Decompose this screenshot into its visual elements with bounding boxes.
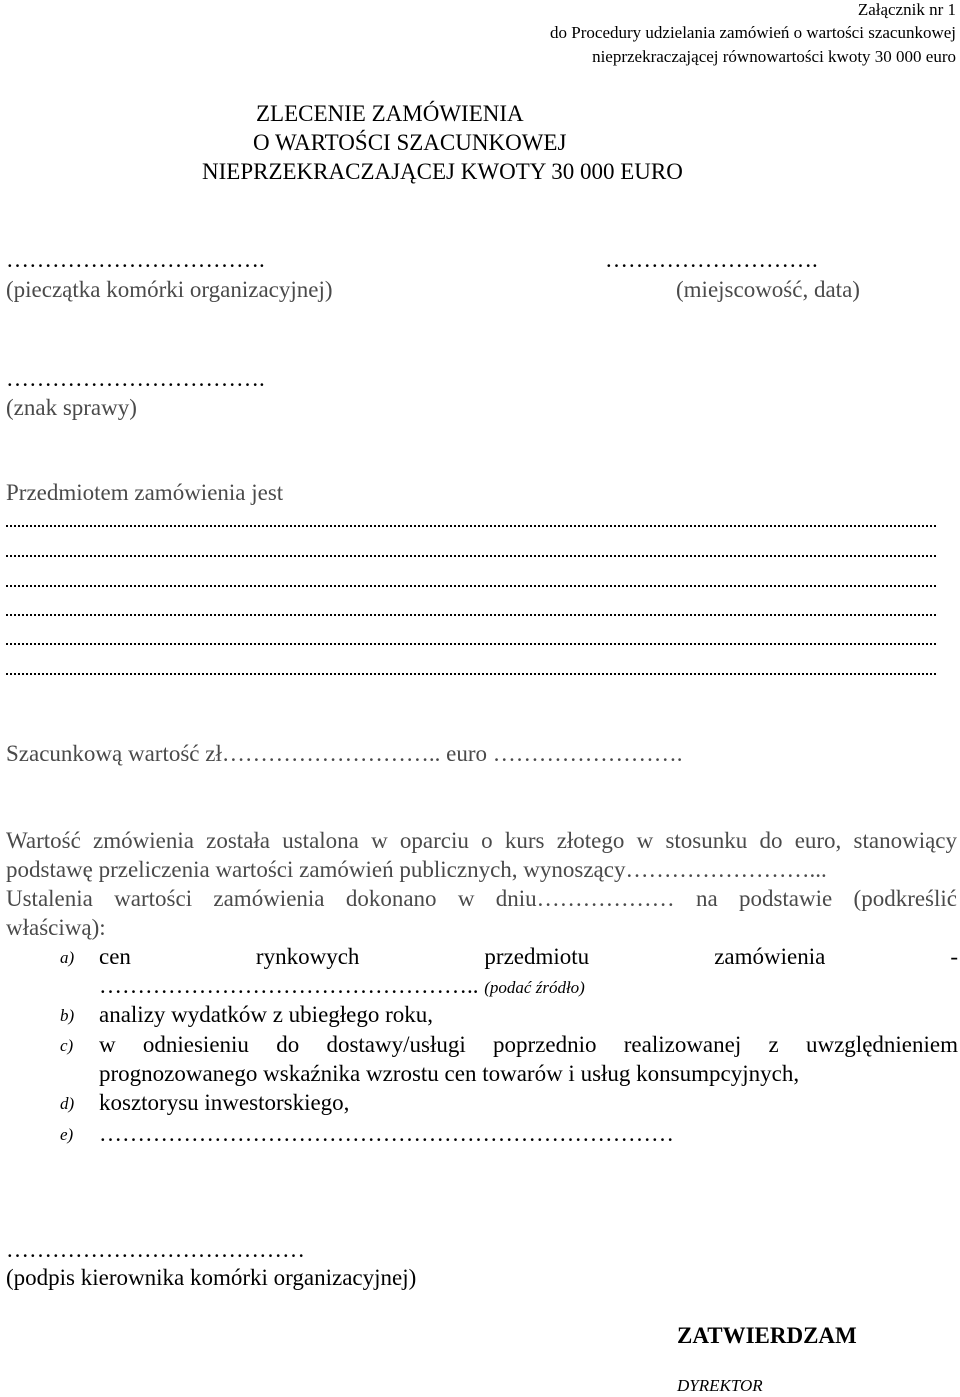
signature-dots: ………………………………… [6,1237,305,1262]
item-a-marker: a) [60,948,75,967]
subject-blank-line [6,553,936,557]
item-a-dots: ………………………………………….. [99,973,485,998]
subject-blank-line [6,612,936,616]
subject-blank-line [6,641,936,645]
exchange-line-2: podstawę przeliczenia wartości zamówień publicznych, wynoszący……………………... [6,857,827,882]
item-c-marker: c) [60,1036,74,1055]
subject-blank-line [6,583,936,587]
subject-blank-line [6,523,936,527]
annex-line-3: nieprzekraczającej równowartości kwoty 30 000 euro [592,47,956,66]
exchange-line-1: Wartość zmówienia została ustalona w oparciu o kurs złotego w stosunku do euro, stanowiący [6,828,957,853]
stamp-label: (pieczątka komórki organizacyjnej) [6,277,333,302]
item-a-text: cen rynkowych przedmiotu zamówienia - [99,944,958,969]
item-d-text: kosztorysu inwestorskiego, [99,1090,350,1115]
signature-label: (podpis kierownika komórki organizacyjnej) [6,1265,417,1290]
title-line-1: ZLECENIE ZAMÓWIENIA [256,101,524,126]
item-a-source [99,972,585,1000]
annex-line-2: do Procedury udzielania zamówień o wartości szacunkowej [550,23,956,42]
title-line-3: NIEPRZEKRACZAJĄCEJ KWOTY 30 000 EURO [202,159,683,184]
item-e-text: ………………………………………………………………… [99,1121,674,1146]
subject-blank-line [6,671,936,675]
item-c-text: w odniesieniu do dostawy/usługi poprzednio realizowanej z uwzględnieniem [99,1032,958,1057]
place-dots: ………………………. [605,247,818,272]
item-d-marker: d) [60,1094,75,1113]
approval-role: DYREKTOR [677,1376,763,1395]
exchange-line-3: Ustalenia wartości zamówienia dokonano w dniu……………… na podstawie (podkreślić [6,886,957,911]
case-label: (znak sprawy) [6,395,137,420]
item-b-text: analizy wydatków z ubiegłego roku, [99,1002,434,1027]
item-a-source-note: (podać źródło) [484,978,585,997]
approval-heading: ZATWIERDZAM [677,1323,857,1348]
case-dots: ……………………………. [6,366,265,391]
item-b-marker: b) [60,1006,75,1025]
item-c-text-cont: prognozowanego wskaźnika wzrostu cen towarów i usług konsumpcyjnych, [99,1061,800,1086]
annex-line-1: Załącznik nr 1 [857,0,956,19]
estimate-line: Szacunkową wartość zł……………………….. euro ……………………. [6,741,683,766]
place-label: (miejscowość, data) [676,277,860,302]
item-e-marker: e) [60,1125,74,1144]
stamp-dots: ……………………………. [6,247,265,272]
subject-label: Przedmiotem zamówienia jest [6,480,284,505]
title-line-2: O WARTOŚCI SZACUNKOWEJ [253,130,567,155]
exchange-line-4: właściwą): [6,915,106,940]
